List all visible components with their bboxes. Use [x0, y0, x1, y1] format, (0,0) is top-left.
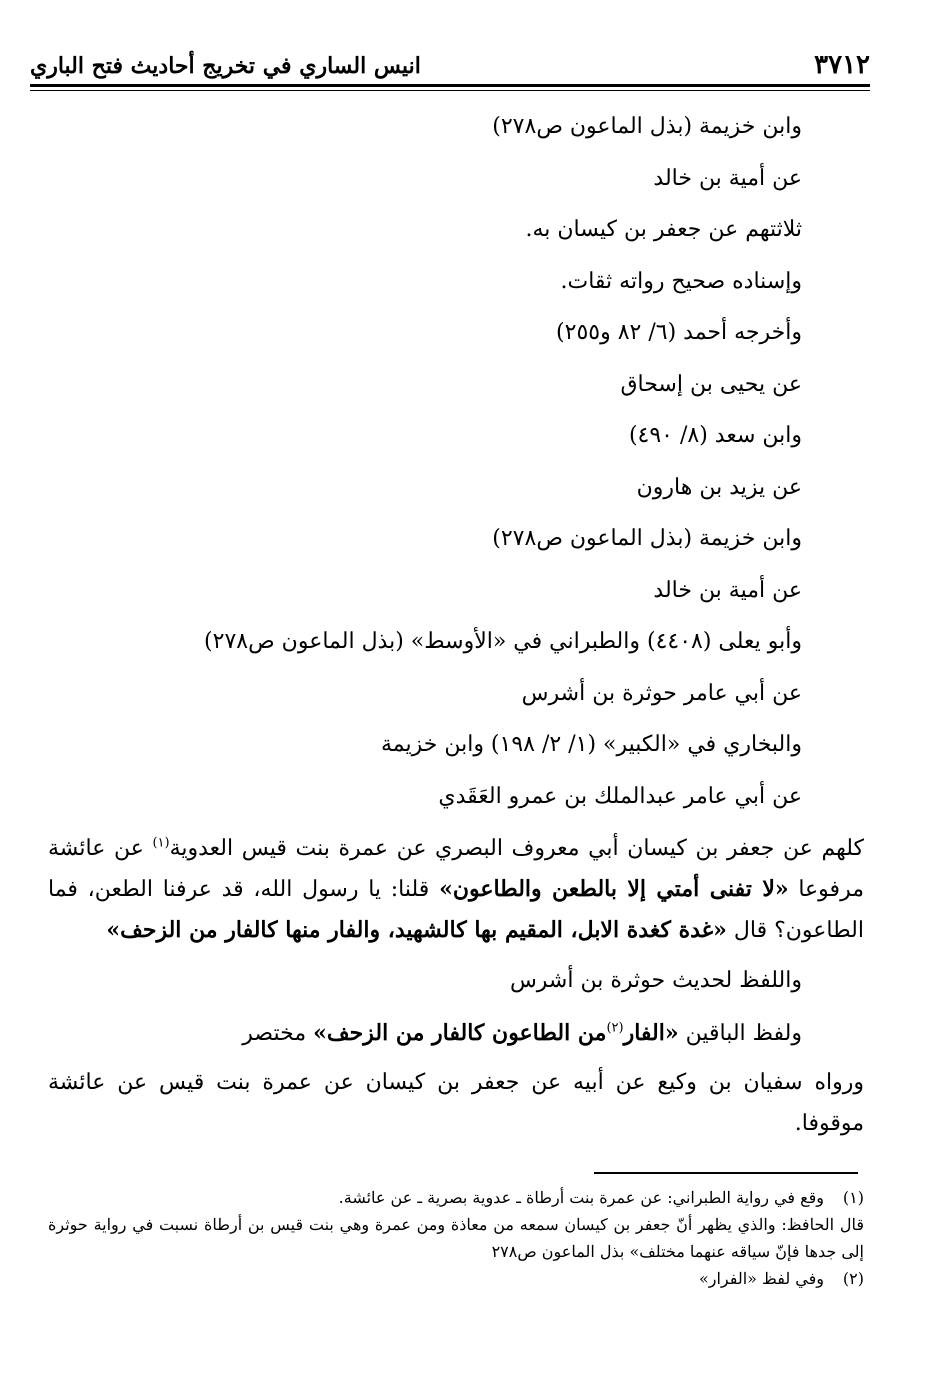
page-number: ٣٧١٢: [814, 50, 870, 80]
text-line: عن أبي عامر حوثرة بن أشرس: [521, 680, 802, 706]
text-line: وإسناده صحيح رواته ثقات.: [560, 268, 802, 294]
footnote-continuation: [48, 1211, 864, 1265]
footnote-ref[interactable]: (٢): [606, 1020, 624, 1036]
header-rule-thick: [30, 84, 870, 87]
text-line: ثلاثتهم عن جعفر بن كيسان به.: [525, 217, 802, 242]
text-line: واللفظ لحديث حوثرة بن أشرس: [509, 968, 802, 993]
footnote: [48, 1184, 864, 1211]
hadith-quote: من الطاعون كالفار من الزحف»: [313, 1019, 607, 1046]
text-line: وابن خزيمة (بذل الماعون ص٢٧٨): [492, 114, 802, 139]
text-line: عن أمية بن خالد: [653, 165, 802, 191]
text-line: وأخرجه أحمد (٦/ ٨٢ و٢٥٥): [556, 320, 802, 345]
footnote-text: قال الحافظ: والذي يظهر أنّ جعفر بن كيسان سمعه من معاذة ومن عمرة وهي بنت قيس بن أرطاة نسبت في رواية حوثرة إلى جدها فإنّ سياقه عنهما مختلف» بذل الماعون ص٢٧٨: [48, 1215, 864, 1261]
text-line: عن يحيى بن إسحاق: [620, 371, 802, 397]
hadith-quote: «لا تفنى أمتي إلا بالطعن والطاعون»: [439, 876, 789, 902]
paragraph-text: قلنا: يا رسول الله، قد عرفنا الطعن، فما الطاعون؟ قال: [48, 877, 864, 943]
footnote: [48, 1265, 864, 1292]
footnote-text: وفي لفظ «الفرار»: [698, 1269, 824, 1288]
footnote-number: (٢): [842, 1269, 864, 1288]
text-line: عن أمية بن خالد: [653, 577, 802, 603]
text-line: وأبو يعلى (٤٤٠٨) والطبراني في «الأوسط» (بذل الماعون ص٢٧٨): [204, 629, 802, 654]
hadith-quote: «غدة كغدة الابل، المقيم بها كالشهيد، والفار منها كالفار من الزحف»: [106, 917, 727, 943]
footnote-text: وقع في رواية الطبراني: عن عمرة بنت أرطاة ـ عدوية بصرية ـ عن عائشة.: [338, 1188, 824, 1207]
footnote-rule: [594, 1172, 858, 1174]
text-line: والبخاري في «الكبير» (١/ ٢/ ١٩٨) وابن خزيمة: [380, 732, 802, 757]
footnote-number: (١): [842, 1188, 864, 1207]
wording-lines: [48, 958, 802, 1061]
hadith-quote: «الفار: [623, 1019, 679, 1046]
paragraph-text: كلهم عن جعفر بن كيسان أبي معروف البصري عن عمرة بنت قيس العدوية: [169, 836, 865, 861]
body-lines: [48, 104, 802, 825]
line-text: مختصر: [242, 1020, 314, 1046]
footnote-ref[interactable]: (١): [152, 835, 170, 851]
paragraph-text: عن عائشة مرفوعا: [48, 836, 864, 902]
text-line: وابن سعد (٨/ ٤٩٠): [628, 423, 802, 448]
text-line: وابن خزيمة (بذل الماعون ص٢٧٨): [492, 526, 802, 551]
text-line: عن أبي عامر عبدالملك بن عمرو العَقَدي: [438, 783, 802, 809]
hadith-paragraph: [48, 828, 864, 951]
footnotes: [48, 1184, 864, 1292]
narration-paragraph: ورواه سفيان بن وكيع عن أبيه عن جعفر بن كيسان عن عمرة بنت قيس عن عائشة موقوفا.: [48, 1070, 864, 1136]
text-line: عن يزيد بن هارون: [636, 474, 802, 500]
text-line: [48, 1010, 802, 1062]
running-title: انيس الساري في تخريج أحاديث فتح الباري: [30, 53, 421, 79]
header-rule-thin: [30, 90, 870, 91]
line-text: ولفظ الباقين: [678, 1020, 802, 1046]
